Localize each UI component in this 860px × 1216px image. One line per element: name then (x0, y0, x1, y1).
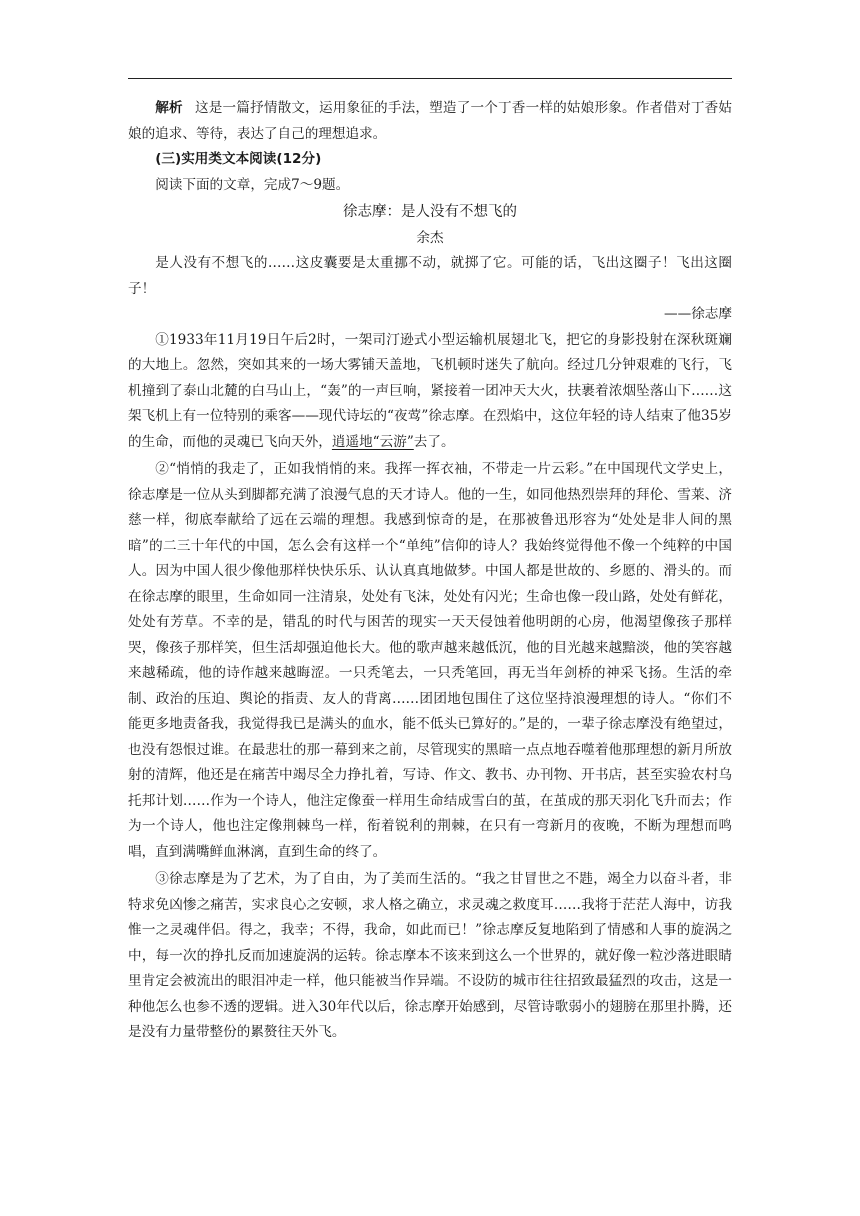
epigraph-attribution: ——徐志摩 (664, 306, 732, 322)
paragraph-1-underlined: 逍遥地“云游” (331, 433, 414, 450)
analysis-text: 这是一篇抒情散文，运用象征的手法，塑造了一个丁香一样的姑娘形象。作者借对丁香姑娘的追求、等待，表达了自己的理想追求。 (128, 100, 733, 142)
article-author: 余杰 (416, 229, 444, 246)
epigraph: 是人没有不想飞的……这皮囊要是太重挪不动，就掷了它。可能的话，飞出这圈子！飞出这圈子！ (128, 255, 732, 297)
analysis-label: 解析 (155, 100, 183, 116)
paragraph-1-main: ①1933年11月19日午后2时，一架司汀逊式小型运输机展翅北飞，把它的身影投射在深秋斑斓的大地上。忽然，突如其来的一场大雾铺天盖地，飞机顿时迷失了航向。经过几分钟艰难的飞行，飞机撞到了泰山北麓的白马山上，“轰”的一声巨响，紧接着一团冲天大火，扶裹着浓烟坠落山下……这架飞机上有一位特别的乘客——现代诗坛的“夜莺”徐志摩。在烈焰中，这位年轻的诗人结束了他35岁的生命，而他的灵魂已飞向天外， (128, 331, 732, 450)
paragraph-1-end: 去了。 (413, 433, 455, 450)
section-heading: (三)实用类文本阅读(12分) (155, 151, 322, 167)
article-title: 徐志摩：是人没有不想飞的 (343, 204, 517, 220)
document-body (128, 96, 732, 1046)
paragraph-2: ②“悄悄的我走了，正如我悄悄的来。我挥一挥衣袖，不带走一片云彩。”在中国现代文学史上，徐志摩是一位从头到脚都充满了浪漫气息的天才诗人。他的一生，如同他热烈崇拜的拜伦、雪莱、济慈一样，彻底奉献给了远在云端的理想。我感到惊奇的是，在那被鲁迅形容为“处处是非人间的黑暗”的二三十年代的中国，怎么会有这样一个“单纯”信仰的诗人？我始终觉得他不像一个纯粹的中国人。因为中国人很少像他那样快快乐乐、认认真真地做梦。中国人都是世故的、乡愿的、滑头的。而在徐志摩的眼里，生命如同一注清泉，处处有飞沫，处处有闪光；生命也像一段山路，处处有鲜花，处处有芳草。不幸的是，错乱的时代与困苦的现实一天天侵蚀着他明朗的心房，他渴望像孩子那样哭，像孩子那样笑，但生活却强迫他长大。他的歌声越来越低沉，他的目光越来越黯淡，他的笑容越来越稀疏，他的诗作越来越晦涩。一只秃笔去，一只秃笔回，再无当年剑桥的神采飞扬。生活的牵制、政治的压迫、舆论的指责、友人的背离……团团地包围住了这位坚持浪漫理想的诗人。“你们不能更多地责备我，我觉得我已是满头的血水，能不低头已算好的。”是的，一辈子徐志摩没有绝望过，也没有怨恨过谁。在最悲壮的那一幕到来之前，尽管现实的黑暗一点点地吞噬着他那理想的新月所放射的清辉，他还是在痛苦中竭尽全力挣扎着，写诗、作文、教书、办刊物、开书店，甚至实验农村乌托邦计划……作为一个诗人，他注定像蚕一样用生命结成雪白的茧，在茧成的那天羽化飞升而去；作为一个诗人，他也注定像荆棘鸟一样，衔着锐利的荆棘，在只有一弯新月的夜晚，不断为理想而鸣唱，直到满嘴鲜血淋漓，直到生命的终了。 (128, 461, 732, 860)
paragraph-1 (128, 328, 732, 456)
paragraph-3: ③徐志摩是为了艺术，为了自由，为了美而生活的。“我之甘冒世之不韪，竭全力以奋斗者，非特求免凶惨之痛苦，实求良心之安顿，求人格之确立，求灵魂之救度耳……我将于茫茫人海中，访我惟一之灵魂伴侣。得之，我幸；不得，我命，如此而已！”徐志摩反复地陷到了情感和人事的旋涡之中，每一次的挣扎反而加速旋涡的运转。徐志摩本不该来到这么一个世界的，就好像一粒沙落进眼睛里肯定会被流出的眼泪冲走一样，他只能被当作异端。不设防的城市往往招致最猛烈的攻击，这是一种他怎么也参不透的逻辑。进入30年代以后，徐志摩开始感到，尽管诗歌弱小的翅膀在那里扑腾，还是没有力量带整份的累赘往天外飞。 (128, 871, 732, 1040)
instruction: 阅读下面的文章，完成7～9题。 (155, 176, 350, 193)
header-rule (128, 78, 732, 79)
analysis-paragraph (128, 96, 732, 147)
